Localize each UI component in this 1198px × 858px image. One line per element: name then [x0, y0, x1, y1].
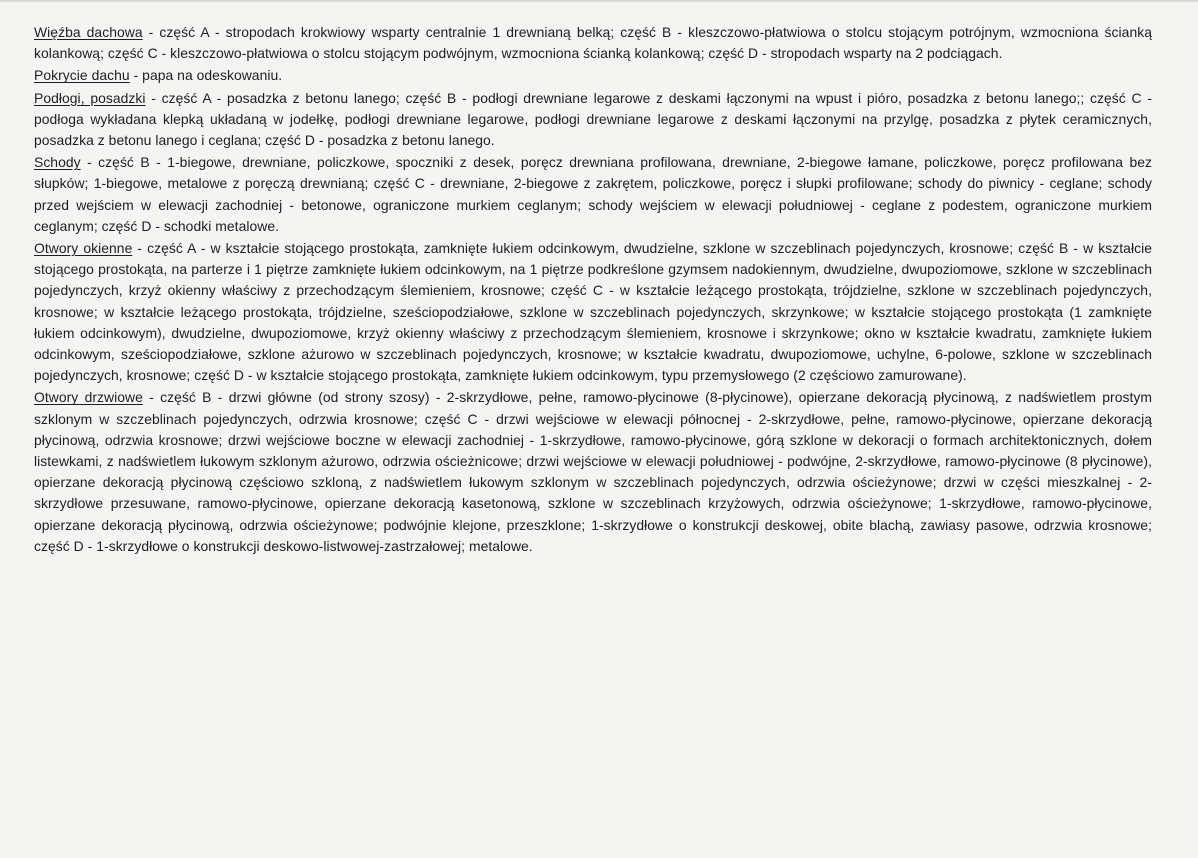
section-roof-covering: [34, 65, 1152, 86]
section-heading: Więźba dachowa: [34, 24, 143, 40]
section-text: - część A - stropodach krokwiowy wsparty centralnie 1 drewnianą belką; część B - kleszczowo-płatwiowa o stolcu stojącym potrójnym, wzmocniona ścianką kolankową; część C - kleszczowo-płatwiowa o stolcu stojącym podwójnym, wzmocniona ścianką kolankową; część D - stropodach wsparty na 2 podciągach.: [34, 24, 1152, 62]
section-heading: Pokrycie dachu: [34, 67, 130, 84]
section-heading: Otwory drzwiowe: [34, 389, 143, 406]
section-doors: [34, 387, 1152, 557]
section-heading: Schody: [34, 154, 81, 171]
scan-edge: [0, 0, 1198, 3]
section-floors: [34, 88, 1152, 152]
section-heading: Otwory okienne: [34, 240, 133, 257]
document-page: [34, 22, 1152, 558]
section-text: - część B - drzwi główne (od strony szosy) - 2-skrzydłowe, pełne, ramowo-płycinowe (8-płycinowe), opierzane dekoracją płycinową, z nadświetlem prostym szklonym w szczeblinach pojedynczych, odrzwia krosnowe; część C - drzwi wejściowe w elewacji północnej - 2-skrzydłowe, pełne, ramowo-płycinowe, opierzane dekoracją płycinową, odrzwia krosnowe; drzwi wejściowe boczne w elewacji zachodniej - 1-skrzydłowe, ramowo-płycinowe, górą szklone w dekoracji o formach architektonicznych, dołem listewkami, z nadświetlem łukowym szklonym ażurowo, odrzwia ościeżnicowe; drzwi wejściowe w elewacji południowej - podwójne, 2-skrzydłowe, ramowo-płycinowe (8 płycinowe), opierzane dekoracją płycinową częściowo szkloną, z nadświetlem łukowym szklonym w szczeblinach pojedynczych, odrzwia ościeżynowe; drzwi w części mieszkalnej - 2-skrzydłowe przesuwane, ramowo-płycinowe, opierzane dekoracją kasetonową, szklone w szczeblinach krzyżowych, odrzwia ościeżynowe; 1-skrzydłowe, ramowo-płycinowe, opierzane dekoracją płycinową, odrzwia ościeżynowe; podwójnie klejone, przeszklone; 1-skrzydłowe o konstrukcji deskowej, obite blachą, zawiasy pasowe, odrzwia krosnowe; część D - 1-skrzydłowe o konstrukcji deskowo-listwowej-zastrzałowej; metalowe.: [34, 389, 1152, 554]
section-heading: Podłogi, posadzki: [34, 89, 146, 106]
section-text: - część B - 1-biegowe, drewniane, policzkowe, spoczniki z desek, poręcz drewniana profilowana, drewniane, 2-biegowe łamane, policzkowe, poręcz profilowana bez słupków; 1-biegowe, metalowe z poręczą drewnianą; część C - drewniane, 2-biegowe z zakrętem, policzkowe, poręcz i słupki profilowane; schody do piwnicy - ceglane; schody przed wejściem w elewacji zachodniej - betonowe, ograniczone murkiem ceglanym; schody wejściem w elewacji południowej - ceglane z podestem, ograniczone murkiem ceglanym; część D - schodki metalowe.: [34, 154, 1152, 234]
section-text: - część A - posadzka z betonu lanego; część B - podłogi drewniane legarowe z deskami łączonymi na wpust i pióro, posadzka z betonu lanego;; część C - podłoga wykładana klepką układaną w jodełkę, podłogi drewniane legarowe, podłogi drewniane legarowe z deskami łączonymi na przylgę, posadzka z płytek ceramicznych, posadzka z betonu lanego i ceglana; część D - posadzka z betonu lanego.: [34, 89, 1152, 149]
section-windows: [34, 238, 1152, 386]
section-roof-truss: [34, 22, 1152, 64]
section-stairs: [34, 152, 1152, 237]
section-text: - część A - w kształcie stojącego prostokąta, zamknięte łukiem odcinkowym, dwudzielne, szklone w szczeblinach pojedynczych, krosnowe; część B - w kształcie stojącego prostokąta, na parterze i 1 piętrze zamknięte łukiem odcinkowym, na 1 piętrze podkreślone gzymsem nadokiennym, dwudzielne, dwupoziomowe, szklone w szczeblinach pojedynczych, krzyż okienny właściwy z przechodzącym ślemieniem, krosnowe; część C - w kształcie leżącego prostokąta, trójdzielne, szklone w szczeblinach pojedynczych, krosnowe; w kształcie leżącego prostokąta, trójdzielne, sześciopodziałowe, szklone w szczeblinach pojedynczych, skrzynkowe; w kształcie stojącego prostokąta (1 zamknięte łukiem odcinkowym), dwudzielne, dwupoziomowe, krzyż okienny właściwy z przechodzącym ślemieniem, krosnowe i skrzynkowe; okno w kształcie kwadratu, zamknięte łukiem odcinkowym, sześciopodziałowe, szklone ażurowo w szczeblinach pojedynczych, krosnowe; w kształcie kwadratu, dwupoziomowe, uchylne, 6-polowe, szklone w szczeblinach pojedynczych, krosnowe; część D - w kształcie stojącego prostokąta, zamknięte łukiem odcinkowym, typu przemysłowego (2 częściowo zamurowane).: [34, 240, 1152, 384]
section-text: - papa na odeskowaniu.: [129, 67, 283, 84]
